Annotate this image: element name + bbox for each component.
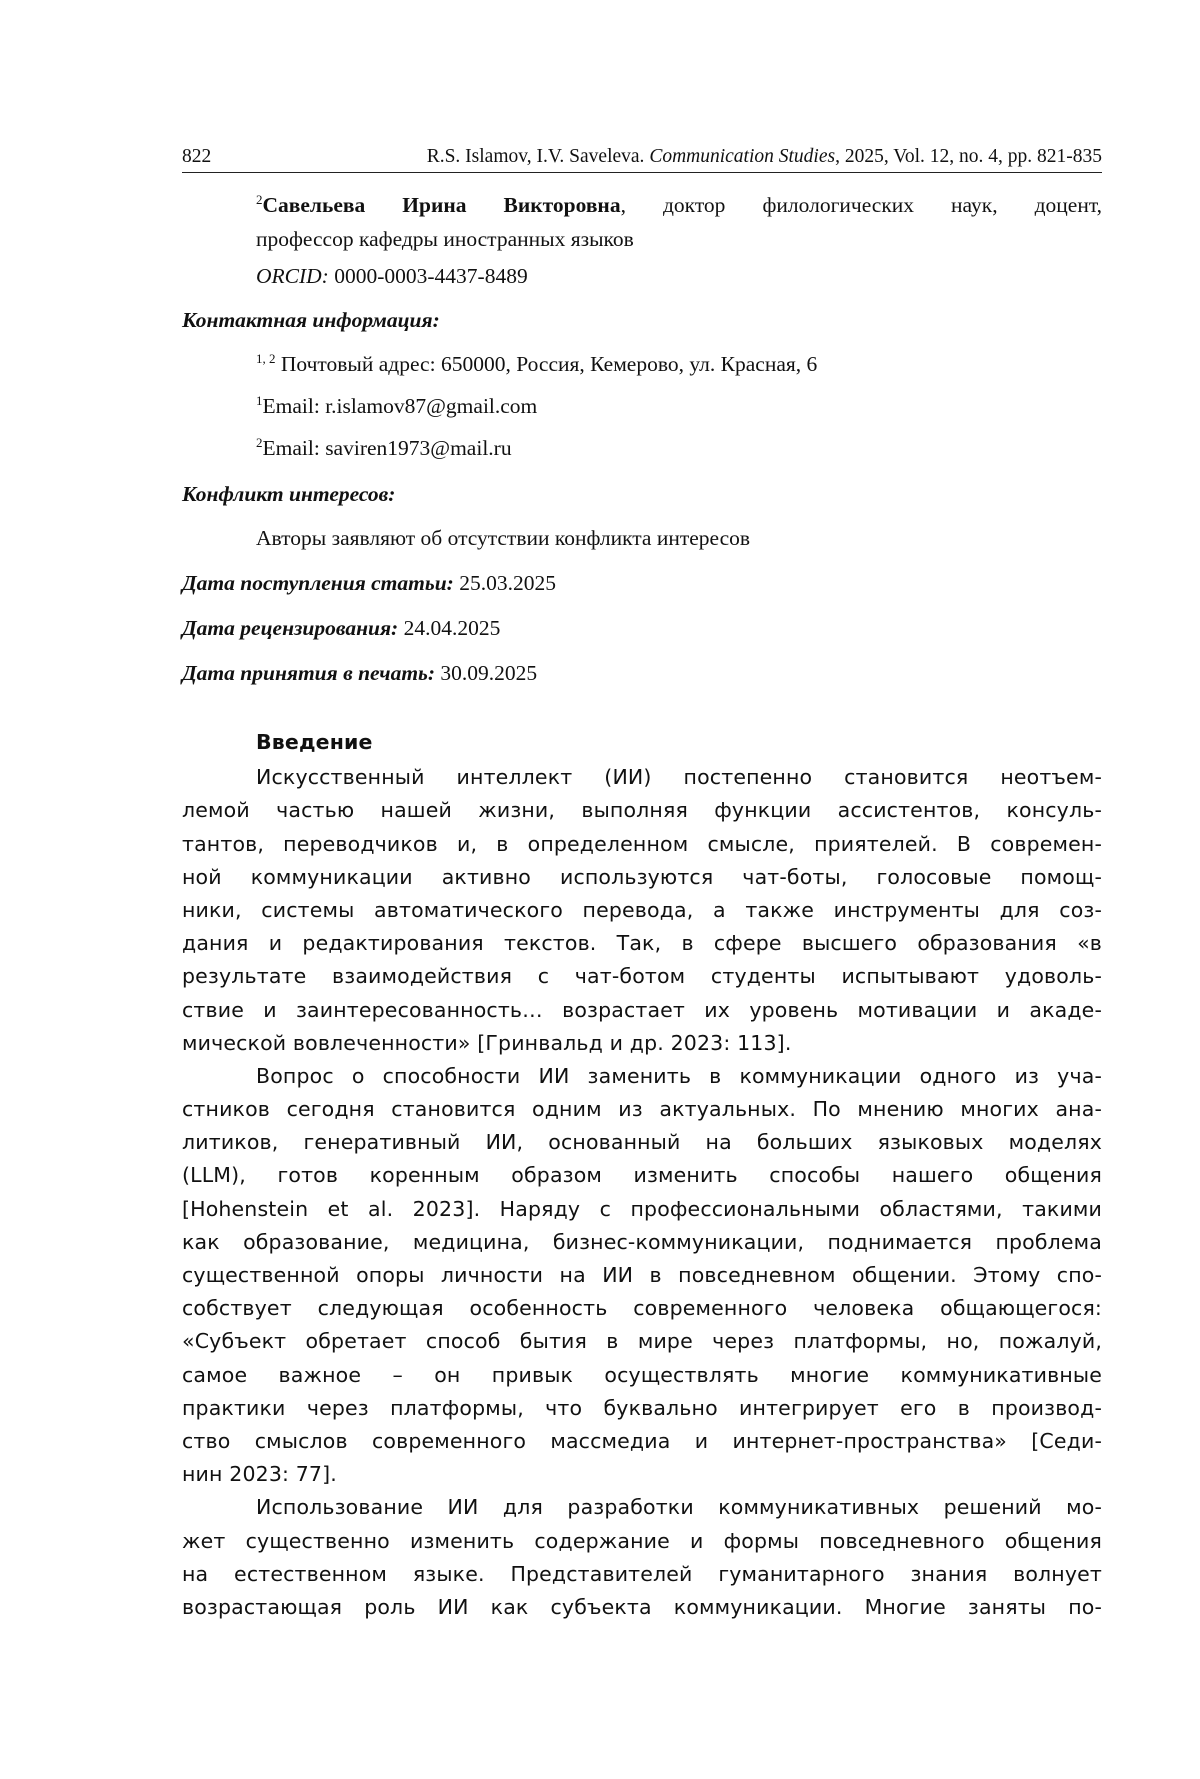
contacts-label: Контактная информация: bbox=[182, 308, 440, 332]
running-head-authors: R.S. Islamov, I.V. Saveleva. bbox=[426, 146, 650, 167]
date-reviewed-value: 24.04.2025 bbox=[398, 616, 501, 640]
text-line: тантов, переводчиков и, в определенном смысле, приятелей. В современ- bbox=[182, 831, 1102, 856]
article-body bbox=[182, 726, 1102, 1624]
page-number: 822 bbox=[182, 146, 212, 167]
postal-address bbox=[256, 348, 817, 380]
text-line: жет существенно изменить содержание и формы повседневного общения bbox=[182, 1528, 1102, 1553]
text-line: практики через платформы, что буквально интегрирует его в производ- bbox=[182, 1395, 1102, 1420]
date-received-label: Дата поступления статьи: bbox=[182, 571, 454, 595]
address-text: Почтовый адрес: 650000, Россия, Кемерово, ул. Красная, 6 bbox=[280, 352, 818, 376]
date-reviewed bbox=[182, 612, 500, 644]
email2-sup: 2 bbox=[256, 435, 263, 450]
text-line: Вопрос о способности ИИ заменить в коммуникации одного из уча- bbox=[256, 1063, 1102, 1088]
text-line: ство смыслов современного массмедиа и интернет-пространства» [Седи- bbox=[182, 1428, 1102, 1453]
section-heading: Введение bbox=[256, 730, 373, 754]
text-line: «Субъект обретает способ бытия в мире через платформы, но, пожалуй, bbox=[182, 1329, 1102, 1354]
date-accepted bbox=[182, 657, 537, 689]
text-line: как образование, медицина, бизнес-коммуникации, поднимается проблема bbox=[182, 1229, 1102, 1254]
email-1 bbox=[256, 390, 537, 422]
orcid-value: 0000-0003-4437-8489 bbox=[328, 264, 528, 288]
date-accepted-label: Дата принятия в печать: bbox=[182, 661, 436, 685]
text-line: дания и редактирования текстов. Так, в сфере высшего образования «в bbox=[182, 931, 1102, 956]
journal-title: Communication Studies bbox=[649, 146, 836, 167]
text-line: на естественном языке. Представителей гуманитарного знания волнует bbox=[182, 1561, 1102, 1586]
text-line: Искусственный интеллект (ИИ) постепенно становится неотъем- bbox=[256, 765, 1102, 790]
text-line: [Hohenstein et al. 2023]. Наряду с профессиональными областями, такими bbox=[182, 1196, 1102, 1221]
email1-text: Email: r.islamov87@gmail.com bbox=[262, 394, 538, 418]
date-accepted-value: 30.09.2025 bbox=[435, 661, 538, 685]
email-2 bbox=[256, 432, 512, 464]
email2-text: Email: saviren1973@mail.ru bbox=[262, 436, 512, 460]
conflict-label: Конфликт интересов: bbox=[182, 482, 396, 506]
text-line: собствует следующая особенность современного человека общающегося: bbox=[182, 1296, 1102, 1321]
running-head bbox=[427, 142, 1102, 172]
text-line: ной коммуникации активно используются чат-боты, голосовые помощ- bbox=[182, 864, 1102, 889]
text-line: ники, системы автоматического перевода, а также инструменты для соз- bbox=[182, 897, 1102, 922]
paragraph-2 bbox=[182, 1060, 1102, 1491]
text-line: результате взаимодействия с чат-ботом студенты испытывают удоволь- bbox=[182, 964, 1102, 989]
orcid-label: ORCID: bbox=[256, 264, 329, 288]
text-line: литиков, генеративный ИИ, основанный на больших языковых моделях bbox=[182, 1130, 1102, 1155]
author-line-2: профессор кафедры иностранных языков bbox=[256, 227, 634, 251]
text-line: возрастающая роль ИИ как субъекта коммуникации. Многие заняты по- bbox=[182, 1594, 1102, 1619]
date-received bbox=[182, 567, 556, 599]
text-line: (LLM), готов коренным образом изменить способы нашего общения bbox=[182, 1163, 1102, 1188]
author-title: , доктор филологических наук, доцент, bbox=[620, 193, 1102, 217]
paragraph-3 bbox=[182, 1491, 1102, 1624]
text-line: лемой частью нашей жизни, выполняя функции ассистентов, консуль- bbox=[182, 798, 1102, 823]
author-name: Савельева Ирина Викторовна bbox=[262, 193, 621, 217]
date-reviewed-label: Дата рецензирования: bbox=[182, 616, 399, 640]
author-sup: 2 bbox=[256, 192, 263, 207]
text-line: нин 2023: 77]. bbox=[182, 1462, 337, 1487]
text-line: существенной опоры личности на ИИ в повседневном общении. Этому спо- bbox=[182, 1263, 1102, 1288]
date-received-value: 25.03.2025 bbox=[453, 571, 556, 595]
author-line-1 bbox=[256, 188, 1102, 222]
running-header bbox=[182, 142, 1102, 173]
running-head-citation: , 2025, Vol. 12, no. 4, pp. 821-835 bbox=[835, 146, 1102, 167]
author-block bbox=[256, 188, 1102, 256]
conflict-text: Авторы заявляют об отсутствии конфликта интересов bbox=[256, 526, 751, 550]
text-line: ствие и заинтересованность… возрастает их уровень мотивации и акаде- bbox=[182, 997, 1102, 1022]
address-sup: 1, 2 bbox=[256, 351, 276, 366]
text-line: самое важное – он привык осуществлять многие коммуникативные bbox=[182, 1362, 1102, 1387]
email1-sup: 1 bbox=[256, 393, 263, 408]
orcid bbox=[256, 260, 528, 292]
text-line: мической вовлеченности» [Гринвальд и др. 2023: 113]. bbox=[182, 1030, 792, 1055]
paragraph-1 bbox=[182, 761, 1102, 1060]
text-line: Использование ИИ для разработки коммуникативных решений мо- bbox=[256, 1495, 1102, 1520]
text-line: стников сегодня становится одним из актуальных. По мнению многих ана- bbox=[182, 1097, 1102, 1122]
